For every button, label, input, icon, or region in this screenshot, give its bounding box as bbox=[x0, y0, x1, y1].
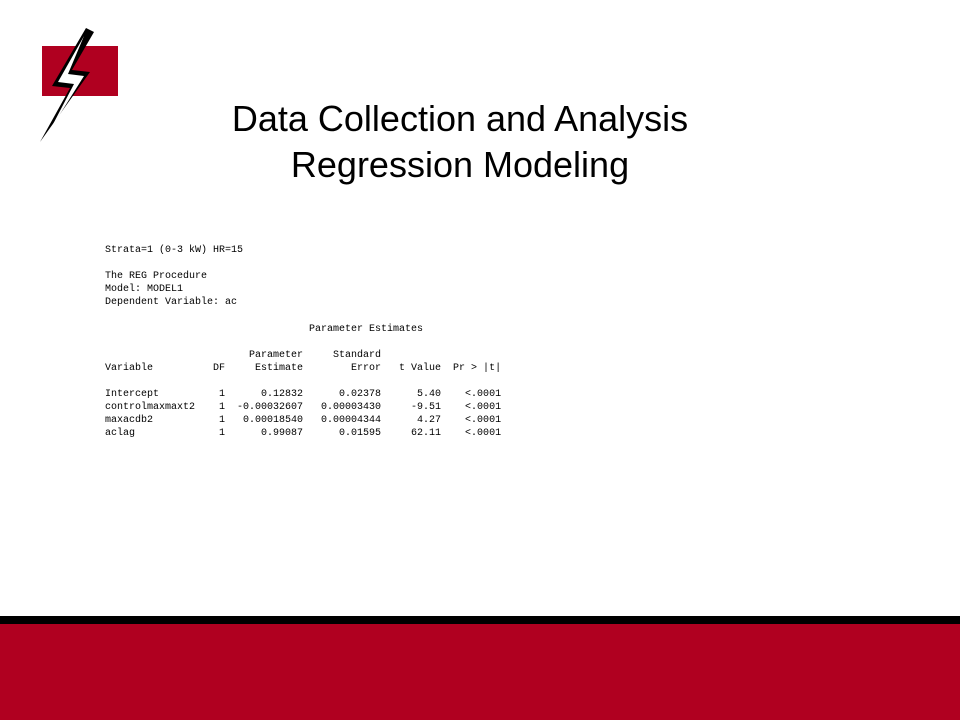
model-line: Model: MODEL1 bbox=[105, 284, 184, 296]
table-title: Parameter Estimates bbox=[105, 323, 424, 335]
blank-line bbox=[105, 309, 501, 322]
footer-bar bbox=[0, 624, 960, 720]
table-row: maxacdb2 1 0.00018540 0.00004344 4.27 <.0001 bbox=[105, 415, 502, 427]
euci-logo bbox=[34, 26, 148, 144]
table-row: aclag 1 0.99087 0.01595 62.11 <.0001 bbox=[105, 428, 502, 440]
blank-line bbox=[105, 375, 501, 388]
procedure-line: The REG Procedure bbox=[105, 271, 208, 283]
sas-regression-output bbox=[105, 244, 501, 440]
title-line-2: Regression Modeling bbox=[290, 144, 630, 185]
slide-title bbox=[150, 96, 770, 188]
blank-line bbox=[105, 257, 501, 270]
column-header: Variable DF Estimate Error t Value Pr > |t| bbox=[105, 362, 502, 374]
logo-text: EUCI bbox=[97, 99, 148, 122]
table-row: controlmaxmaxt2 1 -0.00032607 0.00003430 -9.51 <.0001 bbox=[105, 402, 502, 414]
title-line-1: Data Collection and Analysis bbox=[231, 98, 689, 139]
strata-header: Strata=1 (0-3 kW) HR=15 bbox=[105, 245, 244, 256]
blank-line bbox=[105, 336, 501, 349]
dependent-variable-line: Dependent Variable: ac bbox=[105, 297, 238, 309]
table-row: Intercept 1 0.12832 0.02378 5.40 <.0001 bbox=[105, 389, 502, 401]
column-header-top: Parameter Standard bbox=[105, 349, 382, 361]
footer-rule bbox=[0, 616, 960, 624]
